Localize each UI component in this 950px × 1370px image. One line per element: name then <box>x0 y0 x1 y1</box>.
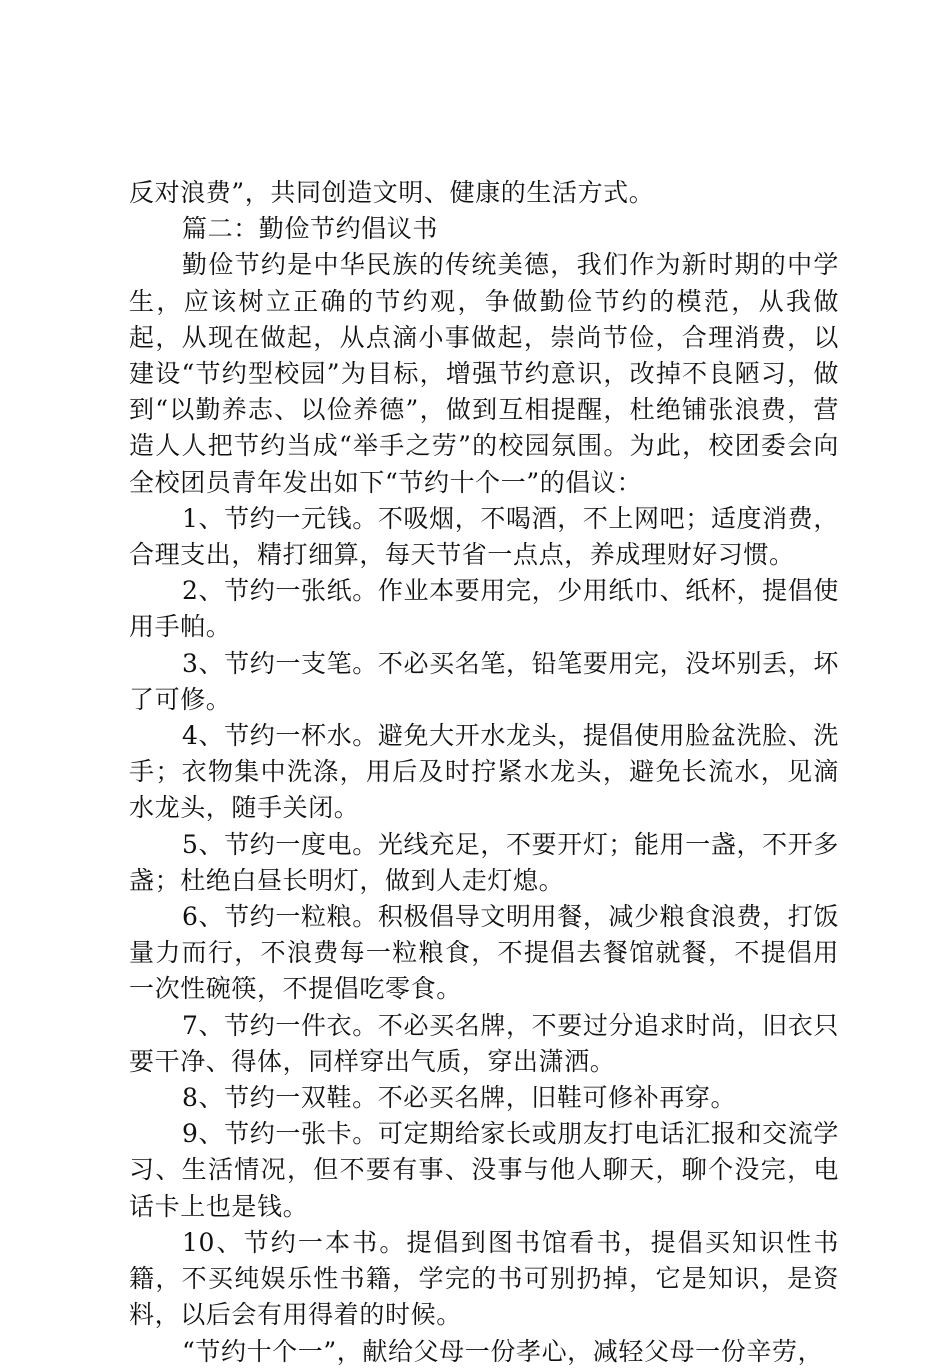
paragraph-continuation: 反对浪费”，共同创造文明、健康的生活方式。 <box>129 178 655 207</box>
paragraph-intro: 勤俭节约是中华民族的传统美德，我们作为新时期的中学生，应该树立正确的节约观，争做勤俭节约的模范，从我做起，从现在做起，从点滴小事做起，崇尚节俭，合理消费，以建设“节约型校园”为目标，增强节约意识，改掉不良陋习，做到“以勤养志、以俭养德”，做到互相提醒，杜绝铺张浪费，营造人人把节约当成“举手之劳”的校园氛围。为此，校团委会向全校团员青年发出如下“节约十个一”的倡议： <box>129 250 839 497</box>
list-item: 5、节约一度电。光线充足，不要开灯；能用一盏，不开多盏；杜绝白昼长明灯，做到人走灯熄。 <box>129 829 839 895</box>
list-item: 2、节约一张纸。作业本要用完，少用纸巾、纸杯，提倡使用手帕。 <box>129 576 839 642</box>
list-item: 4、节约一杯水。避免大开水龙头，提倡使用脸盆洗脸、洗手；衣物集中洗涤，用后及时拧紧水龙头，避免长流水，见滴水龙头，随手关闭。 <box>129 721 839 823</box>
list-item: 9、节约一张卡。可定期给家长或朋友打电话汇报和交流学习、生活情况，但不要有事、没事与他人聊天，聊个没完，电话卡上也是钱。 <box>129 1119 839 1221</box>
list-item: 1、节约一元钱。不吸烟，不喝酒，不上网吧；适度消费，合理支出，精打细算，每天节省一点点，养成理财好习惯。 <box>129 503 839 570</box>
list-item: 3、节约一支笔。不必买名笔，铅笔要用完，没坏别丢，坏了可修。 <box>129 648 839 714</box>
paragraph-closing: “节约十个一”，献给父母一份孝心，减轻父母一份辛劳， <box>182 1336 824 1366</box>
list-item: 7、节约一件衣。不必买名牌，不要过分追求时尚，旧衣只要干净、得体，同样穿出气质，穿出潇洒。 <box>129 1010 839 1076</box>
list-item: 6、节约一粒粮。积极倡导文明用餐，减少粮食浪费，打饭量力而行，不浪费每一粒粮食，不提倡去餐馆就餐，不提倡用一次性碗筷，不提倡吃零食。 <box>129 902 839 1004</box>
list-item: 8、节约一双鞋。不必买名牌，旧鞋可修补再穿。 <box>182 1083 737 1113</box>
section-heading: 篇二：勤俭节约倡议书 <box>182 214 439 244</box>
document-body <box>129 175 839 1370</box>
list-item: 10、节约一本书。提倡到图书馆看书，提倡买知识性书籍，不买纯娱乐性书籍，学完的书可别扔掉，它是知识，是资料，以后会有用得着的时候。 <box>129 1227 839 1330</box>
